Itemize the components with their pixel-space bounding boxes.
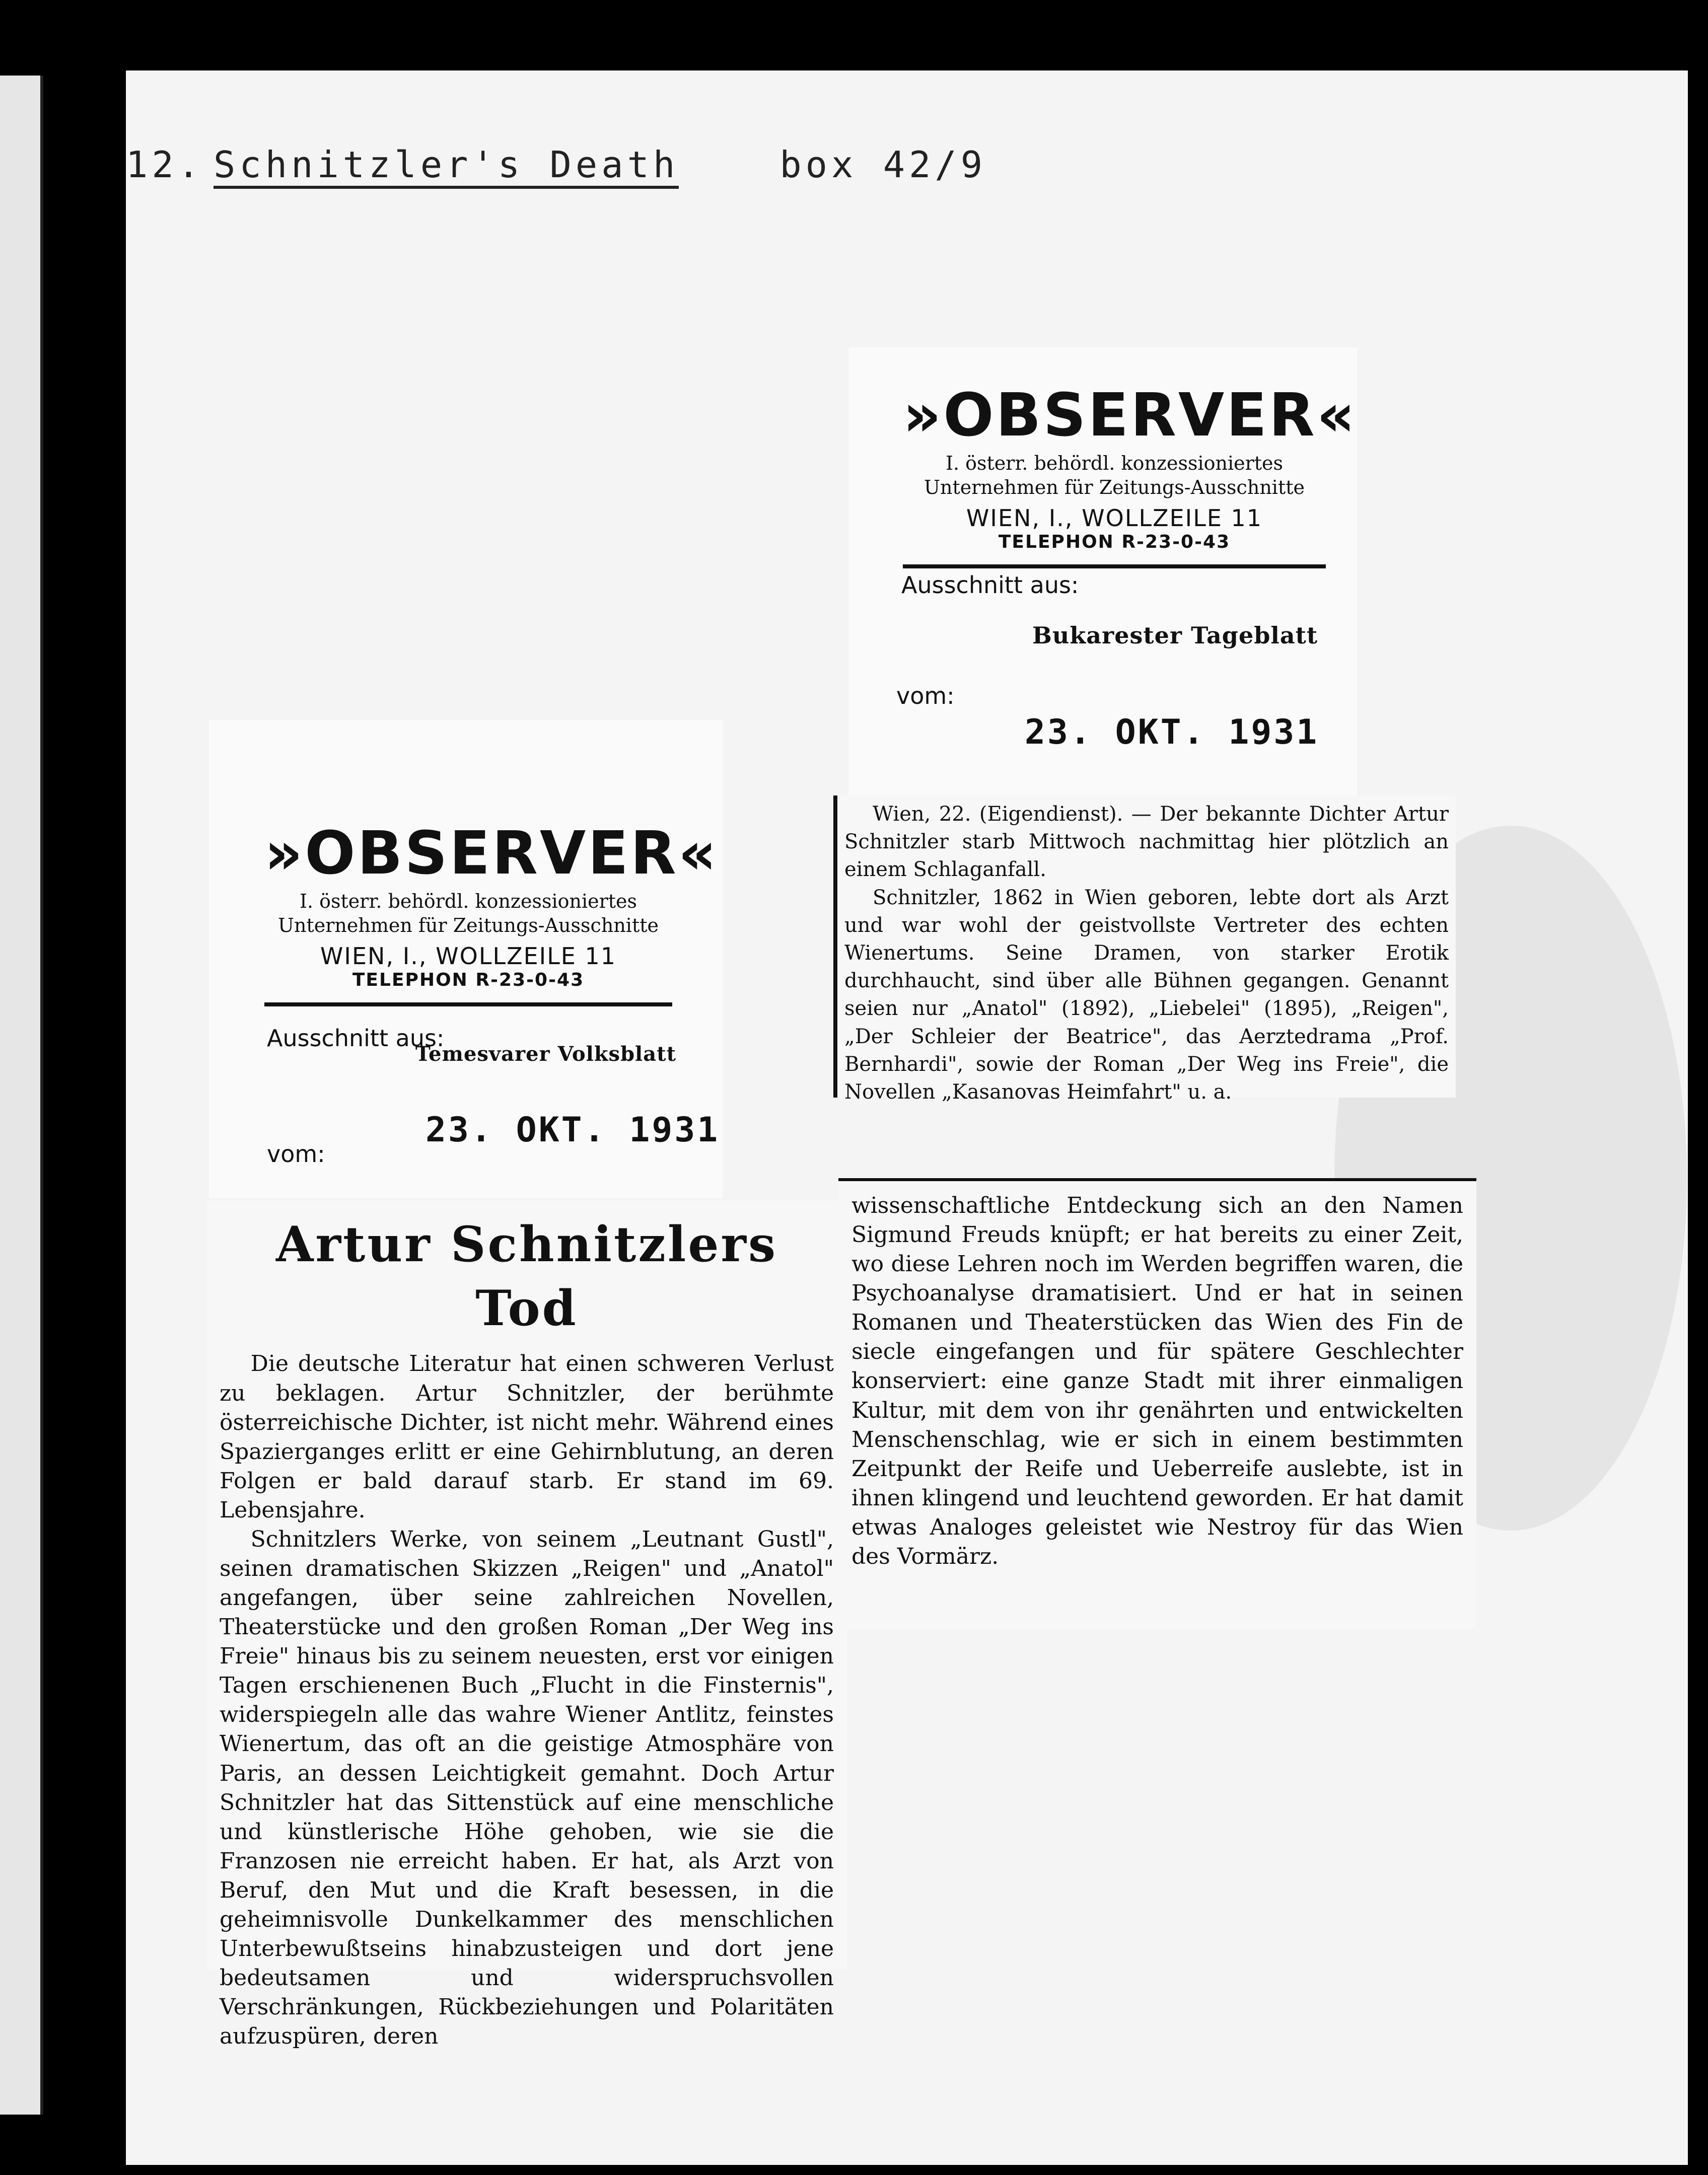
page-header: [126, 143, 1032, 186]
article-paragraph: Die deutsche Literatur hat einen schweren Verlust zu beklagen. Artur Schnitzler, der berühmte österreichische Dichter, ist nicht mehr. Während eines Spazierganges erlitt er eine Gehirnblutung, an deren Folgen er bald darauf starb. Er stand im 69. Lebensjahre.: [220, 1351, 834, 1523]
article-paragraph: Schnitzlers Werke, von seinem „Leutnant Gustl", seinen dramatischen Skizzen „Reigen" und „Anatol" angefangen, über seine zahlreichen Novellen, Theaterstücke und den großen Roman „Der Weg ins Freie" hinaus bis zu seinem neuesten, erst vor einigen Tagen erschienenen Buch „Flucht in die Finsternis", widerspiegeln alle das wahre Wiener Antlitz, feinstes Wienertum, das oft an die geistige Atmosphäre von Paris, an dessen Leichtigkeit gemahnt. Doch Artur Schnitzler hat das Sittenstück auf eine menschliche und künstlerische Höhe gehoben, wie sie die Franzosen nie erreicht haben. Er hat, als Arzt von Beruf, den Mut und die Kraft besessen, in die geheimnisvolle Dunkelkammer des menschlichen Unterbewußtseins hinabzusteigen und dort jene bedeutsamen und widerspruchsvollen Verschränkungen, Rückbeziehungen und Polaritäten aufzuspüren, deren: [220, 1526, 834, 2050]
article-headline: Artur Schnitzlers Tod: [275, 1216, 778, 1337]
header-box: box 42/9: [779, 143, 987, 186]
clipping-continuation: [838, 1178, 1476, 1629]
source-stamp: Temesvarer Volksblatt: [415, 1042, 677, 1066]
observer-subtitle-1: I. österr. behördl. konzessioniertes: [945, 452, 1284, 474]
observer-telephone: TELEPHON R-23-0-43: [998, 532, 1231, 552]
clipping-temesvarer-volksblatt: [206, 1201, 847, 2050]
observer-title: »OBSERVER«: [903, 380, 1357, 450]
observer-title: »OBSERVER«: [264, 818, 719, 888]
article-continuation: wissenschaftliche Entdeckung sich an den Namen Sigmund Freuds knüpft; er hat bereits zu einer Zeit, wo diese Lehren noch im Werden begriffen waren, die Psychoanalyse dramatisiert. Und er hat in seinen Romanen und Theaterstücken das Wien des Fin de siecle eingefangen und für spätere Geschlechter konserviert: eine ganze Stadt mit ihrer einmaligen Kultur, mit dem von ihr genährten und entwickelten Menschenschlag, wie er sich in einem bestimmten Zeitpunkt der Reife und Ueberreife auslebte, ist in ihnen klingend und leuchtend geworden. Er hat damit etwas Analoges geleistet wie Nestroy für das Wien des Vormärz.: [851, 1193, 1463, 1569]
header-number: 12.: [126, 143, 204, 186]
date-stamp: 23. OKT. 1931: [1025, 712, 1319, 752]
header-title: Schnitzler's Death: [214, 143, 679, 189]
observer-slip-right: [848, 347, 1357, 801]
observer-telephone: TELEPHON R-23-0-43: [352, 970, 585, 990]
date-stamp: 23. OKT. 1931: [425, 1110, 720, 1150]
observer-address: WIEN, I., WOLLZEILE 11: [320, 942, 617, 970]
observer-address: WIEN, I., WOLLZEILE 11: [966, 504, 1263, 532]
source-stamp: Bukarester Tageblatt: [1032, 622, 1318, 649]
source-label: Ausschnitt aus:: [901, 571, 1079, 599]
source-label: Ausschnitt aus:: [267, 1025, 445, 1052]
clipping-paragraph: Schnitzler, 1862 in Wien geboren, lebte dort als Arzt und war wohl der geistvollste Vertreter des echten Wienertums. Seine Dramen, von starker Erotik durchhaucht, sind über alle Bühnen gegangen. Genannt seien nur „Anatol" (1892), „Liebelei" (1895), „Reigen", „Der Schleier der Beatrice", das Aerztedrama „Prof. Bernhardi", sowie der Roman „Der Weg ins Freie", die Novellen „Kasanovas Heimfahrt" u. a.: [844, 886, 1449, 1104]
date-label: vom:: [896, 682, 955, 709]
observer-rule: [903, 564, 1326, 568]
observer-subtitle-2: Unternehmen für Zeitungs-Ausschnitte: [924, 476, 1305, 498]
observer-subtitle-2: Unternehmen für Zeitungs-Ausschnitte: [278, 914, 659, 936]
date-label: vom:: [267, 1140, 325, 1168]
observer-subtitle-1: I. österr. behördl. konzessioniertes: [299, 890, 637, 912]
observer-rule: [264, 1002, 672, 1006]
observer-slip-left: [209, 720, 723, 1198]
facing-page-edge: [0, 76, 43, 2115]
clipping-bukarester-tageblatt: [833, 795, 1456, 1104]
clipping-paragraph: Wien, 22. (Eigendienst). — Der bekannte Dichter Artur Schnitzler starb Mittwoch nachmittag hier plötzlich an einem Schlaganfall.: [844, 803, 1449, 882]
